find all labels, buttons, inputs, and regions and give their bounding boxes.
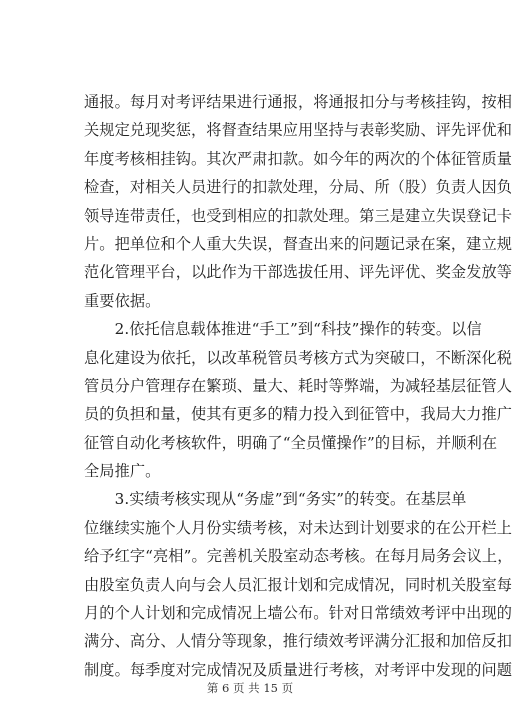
- text-line: 范化管理平台，以此作为干部选拔任用、评先评优、奖金发放等: [84, 263, 513, 282]
- text-line: 2.依托信息载体推进“手工”到“科技”操作的转变。以信: [84, 320, 482, 339]
- text-line: 领导连带责任，也受到相应的扣款处理。第三是建立失误登记卡: [84, 206, 513, 225]
- text-line: 满分、高分、人情分等现象，推行绩效考评满分汇报和加倍反扣: [84, 632, 513, 651]
- text-line: 年度考核相挂钩。其次严肃扣款。如今年的两次的个体征管质量: [84, 149, 513, 168]
- text-line: 管员分户管理存在繁琐、量大、耗时等弊端，为减轻基层征管人: [84, 376, 513, 395]
- text-line: 员的负担和量，使其有更多的精力投入到征管中，我局大力推广: [84, 405, 513, 424]
- text-line: 通报。每月对考评结果进行通报，将通报扣分与考核挂钩，按相: [84, 93, 513, 111]
- text-line: 3.实绩考核实现从“务虚”到“务实”的转变。在基层单: [84, 490, 467, 509]
- text-line: 全局推广。: [84, 462, 161, 481]
- text-line: 片。把单位和个人重大失误，督查出来的问题记录在案，建立规: [84, 234, 513, 253]
- text-line: 检查，对相关人员进行的扣款处理，分局、所（股）负责人因负: [84, 178, 513, 197]
- text-line: 由股室负责人向与会人员汇报计划和完成情况，同时机关股室每: [84, 575, 513, 594]
- text-line: 息化建设为依托，以改革税管员考核方式为突破口，不断深化税: [84, 348, 513, 367]
- text-line: 征管自动化考核软件，明确了“全员懂操作”的目标，并顺利在: [84, 433, 498, 452]
- text-line: 重要依据。: [84, 291, 161, 310]
- text-line: 给予红字“亮相”。完善机关股室动态考核。在每月局务会议上，: [84, 547, 513, 566]
- text-line: 制度。每季度对完成情况及质量进行考核，对考评中发现的问题: [84, 660, 513, 679]
- body-text: [84, 88, 513, 684]
- page-footer: 第 6 页 共 15 页: [206, 681, 294, 695]
- text-line: 位继续实施个人月份实绩考核，对未达到计划要求的在公开栏上: [84, 518, 513, 537]
- text-line: 月的个人计划和完成情况上墙公布。针对日常绩效考评中出现的: [84, 604, 513, 623]
- text-line: 关规定兑现奖惩，将督查结果应用坚持与表彰奖励、评先评优和: [84, 121, 513, 140]
